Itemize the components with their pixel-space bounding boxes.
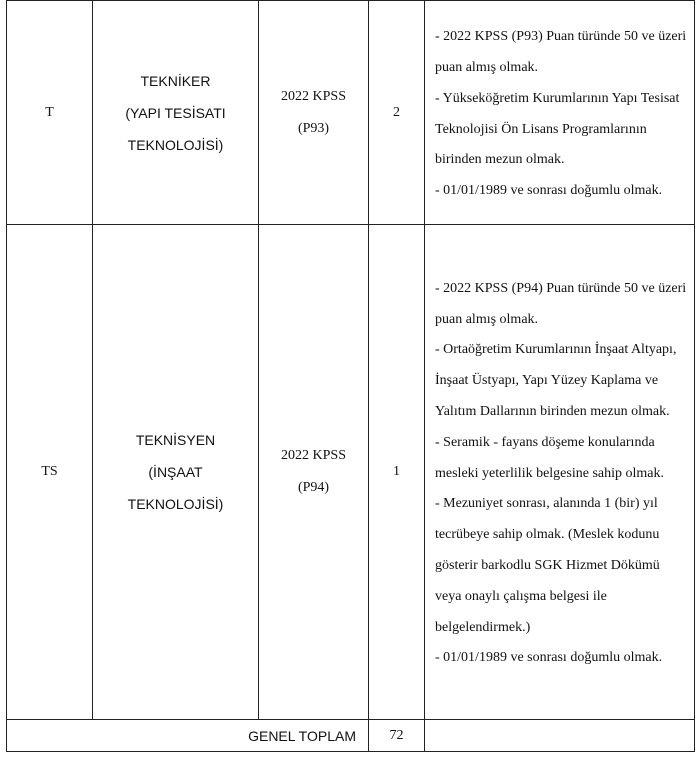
position-title-line: TEKNOLOJİSİ) [127, 496, 224, 512]
quantity-cell: 1 [369, 225, 425, 720]
score-type-cell [259, 225, 369, 720]
position-title-line: TEKNİKER [140, 72, 211, 89]
position-title-line: (İNŞAAT [148, 464, 203, 480]
positions-table [6, 0, 695, 752]
position-title-cell [93, 225, 259, 720]
position-code-cell: T [7, 1, 93, 225]
requirement-item: - Seramik - fayans döşeme konularında mesleki yeterlilik belgesine sahip olmak. [435, 434, 664, 481]
score-type-line: (P94) [297, 480, 330, 495]
total-value: 72 [369, 720, 425, 752]
position-title-line: TEKNİSYEN [135, 432, 216, 448]
requirement-item: - Yükseköğretim Kurumlarının Yapı Tesisat Teknolojisi Ön Lisans Programlarının birinden mezun olmak. [435, 90, 680, 168]
score-type-line: 2022 KPSS [281, 88, 346, 104]
position-code-cell: TS [7, 225, 93, 720]
position-title-line: (YAPI TESİSATI [125, 104, 226, 121]
requirement-item: - Ortaöğretim Kurumlarının İnşaat Altyapı, İnşaat Üstyapı, Yapı Yüzey Kaplama ve Yalıtım Dallarının birinden mezun olmak. [435, 342, 677, 419]
score-type-line: 2022 KPSS [281, 448, 346, 463]
requirement-item: - Mezuniyet sonrası, alanında 1 (bir) yıl tecrübeye sahip olmak. (Meslek kodunu gösterir barkodlu SGK Hizmet Dökümü veya onaylı çalışma belgesi ile belgelendirmek.) [435, 496, 660, 635]
position-title-line: TEKNOLOJİSİ) [127, 136, 224, 153]
score-type-line: (P93) [297, 120, 330, 136]
position-title-cell [93, 1, 259, 225]
table-row-t [7, 1, 695, 225]
requirement-item: - 01/01/1989 ve sonrası doğumlu olmak. [435, 183, 663, 199]
requirement-item: - 2022 KPSS (P93) Puan türünde 50 ve üzeri puan almış olmak. [435, 29, 687, 75]
requirements-cell [425, 225, 695, 720]
table-row-ts [7, 225, 695, 720]
empty-cell [425, 720, 695, 752]
table-row-total [7, 720, 695, 752]
requirements-cell [425, 1, 695, 225]
total-label: GENEL TOPLAM [7, 720, 369, 752]
requirement-item: - 01/01/1989 ve sonrası doğumlu olmak. [435, 650, 663, 666]
requirement-item: - 2022 KPSS (P94) Puan türünde 50 ve üzeri puan almış olmak. [435, 280, 687, 327]
score-type-cell [259, 1, 369, 225]
quantity-cell: 2 [369, 1, 425, 225]
